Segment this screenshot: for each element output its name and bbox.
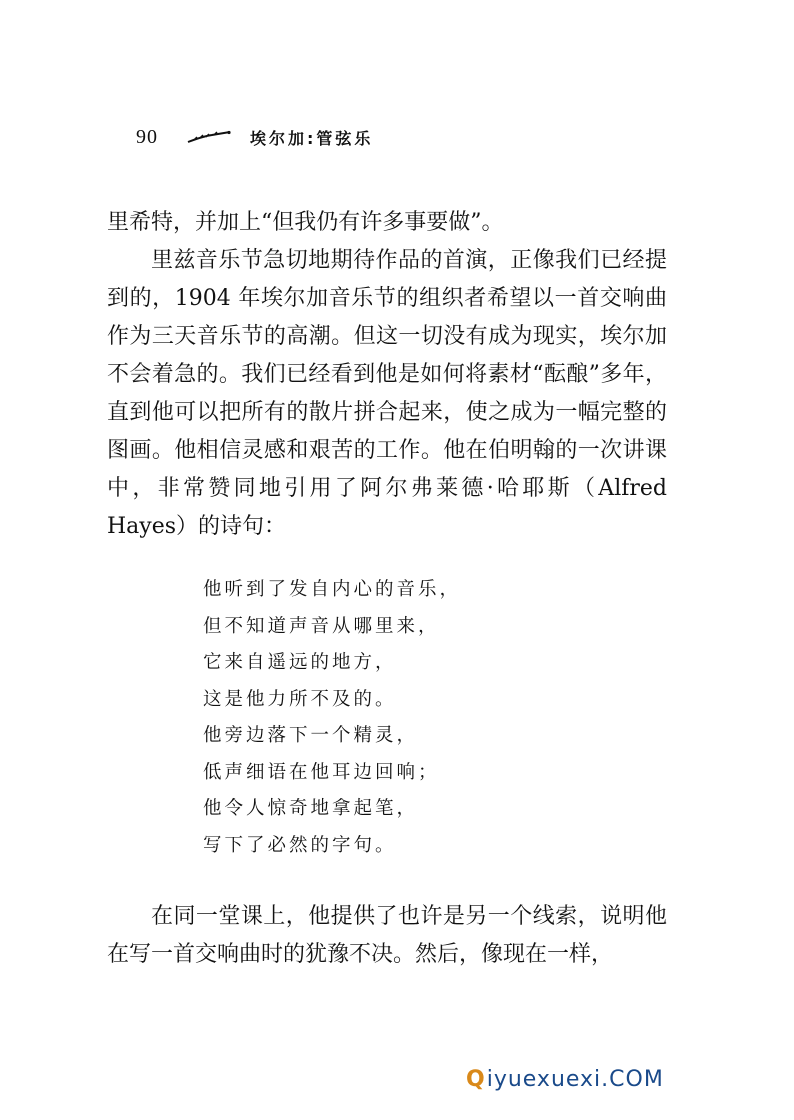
poem-line: 他听到了发自内心的音乐，	[203, 579, 462, 600]
ornament-flourish-icon	[186, 130, 232, 144]
paragraph: 里兹音乐节急切地期待作品的首演，正像我们已经提到的，1904 年埃尔加音乐节的组织者希望以一首交响曲作为三天音乐节的高潮。但这一切没有成为现实，埃尔加不会着急的。我们已经看到他是如何将素材“酝酿”多年，直到他可以把所有的散片拼合起来，使之成为一幅完整的图画。他相信灵感和艰苦的工作。他在伯明翰的一次讲课中，非常赞同地引用了阿尔弗莱德·哈耶斯（Alfred Hayes）的诗句：	[107, 248, 667, 539]
poem-line: 低声细语在他耳边回响；	[203, 761, 440, 783]
poem-line: 写下了必然的字句。	[203, 834, 397, 856]
body-text	[107, 204, 667, 546]
watermark-logo-icon: Q	[466, 1067, 486, 1092]
site-watermark	[466, 1067, 664, 1092]
poem-line: 它来自遥远的地方，	[203, 652, 397, 673]
watermark-text: iyuexuexi.COM	[486, 1067, 664, 1092]
poem-line: 他令人惊奇地拿起笔，	[203, 798, 419, 819]
paragraph-continuation: 里希特，并加上“但我仍有许多事要做”。	[107, 210, 504, 235]
poem-line: 但不知道声音从哪里来，	[203, 615, 440, 637]
paragraph: 在同一堂课上，他提供了也许是另一个线索，说明他在写一首交响曲时的犹豫不决。然后，像现在一样，	[107, 904, 667, 967]
poem-line: 这是他力所不及的。	[203, 688, 397, 710]
page-header	[136, 122, 373, 152]
poem-quote	[203, 572, 461, 864]
page-number: 90	[136, 125, 158, 148]
body-text-continued	[107, 898, 667, 974]
poem-line: 他旁边落下一个精灵，	[203, 725, 419, 746]
running-title: 埃尔加:管弦乐	[250, 128, 374, 148]
